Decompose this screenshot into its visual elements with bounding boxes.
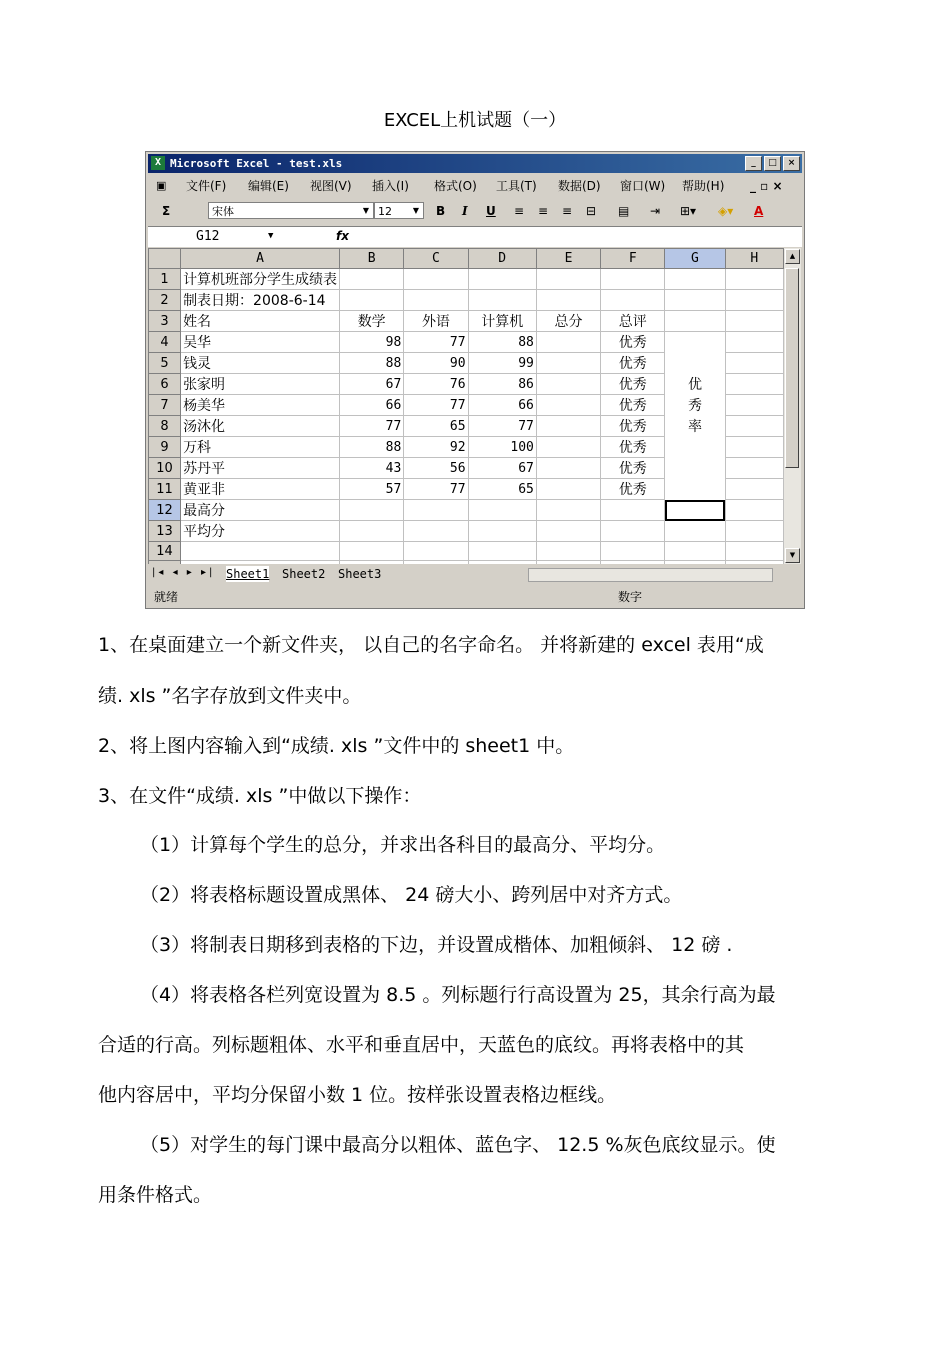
tab-sheet3[interactable]: Sheet3 [338,567,382,581]
cell[interactable] [665,561,725,564]
cell[interactable]: 100 [468,437,536,458]
cell[interactable] [468,269,536,290]
row-header[interactable]: 12 [149,500,181,521]
cell-table [148,248,784,564]
cell[interactable]: 优秀 [601,332,665,353]
cell[interactable]: 67 [340,374,404,395]
table-row [149,416,784,437]
column-header[interactable]: H [725,249,783,269]
cell[interactable]: 姓名 [181,311,340,332]
cell[interactable] [665,353,725,374]
cell[interactable]: 优秀 [601,458,665,479]
paragraph: 2、将上图内容输入到“成绩. xls ”文件中的 sheet1 中。 [98,735,575,757]
paragraph: （2）将表格标题设置成黑体、 24 磅大小、跨列居中对齐方式。 [140,884,683,906]
cell[interactable] [536,458,600,479]
insert-function-button[interactable]: fx [336,229,349,243]
cell[interactable]: 90 [404,353,468,374]
indent-icon[interactable]: ⇥ [650,204,661,218]
status-mode: 数字 [618,590,643,604]
cell[interactable] [725,542,783,561]
row-header[interactable]: 10 [149,458,181,479]
align-left-icon[interactable]: ≡ [514,204,525,218]
cell[interactable] [468,521,536,542]
cell[interactable] [536,416,600,437]
row-header[interactable]: 13 [149,521,181,542]
bold-button[interactable]: B [436,204,446,218]
cell[interactable]: 黄亚非 [181,479,340,500]
cell[interactable] [181,542,340,561]
row-header[interactable]: 11 [149,479,181,500]
chevron-down-icon: ▼ [268,231,274,241]
cell[interactable]: 77 [404,395,468,416]
paragraph: （4）将表格各栏列宽设置为 8.5 。列标题行行高设置为 25，其余行高为最 [140,984,776,1006]
cell[interactable]: 66 [340,395,404,416]
cell[interactable] [536,395,600,416]
cell[interactable]: 65 [404,416,468,437]
cell[interactable]: 77 [468,416,536,437]
menu-data[interactable]: 数据(D) [558,179,601,193]
table-row [149,500,784,521]
menu-edit[interactable]: 编辑(E) [248,179,289,193]
cell[interactable] [536,479,600,500]
document-title: EXCEL上机试题（一） [383,110,567,131]
table-row [149,521,784,542]
row-header[interactable]: 5 [149,353,181,374]
cell[interactable] [340,542,404,561]
autosum-button[interactable]: Σ [162,204,171,218]
cell[interactable] [536,374,600,395]
workbook-icon[interactable]: ▣ [156,179,167,192]
row-header[interactable]: 14 [149,542,181,561]
cell[interactable] [725,500,783,521]
cell[interactable]: 制表日期：2008-6-14 [181,290,340,311]
cell[interactable]: 88 [468,332,536,353]
tab-sheet1[interactable]: Sheet1 [226,567,270,581]
table-row [149,311,784,332]
cell[interactable]: 88 [340,353,404,374]
cell[interactable]: 65 [468,479,536,500]
cell[interactable]: 优秀 [601,395,665,416]
menu-view[interactable]: 视图(V) [310,179,352,193]
cell[interactable] [340,269,404,290]
cell[interactable] [725,458,783,479]
cell[interactable] [665,290,725,311]
row-header[interactable]: 4 [149,332,181,353]
font-size-select[interactable] [374,202,424,219]
cell-reference: G12 [196,229,220,244]
cell[interactable] [468,542,536,561]
cell[interactable]: 率 [665,416,725,437]
italic-button[interactable]: I [462,204,468,218]
paragraph: 3、在文件“成绩. xls ”中做以下操作： [98,785,422,807]
table-row [149,290,784,311]
cell[interactable] [725,374,783,395]
column-header[interactable]: D [468,249,536,269]
menu-format[interactable]: 格式(O) [434,179,477,193]
cell[interactable] [181,561,340,564]
cell[interactable]: 77 [404,479,468,500]
cell[interactable]: 优秀 [601,479,665,500]
minimize-button[interactable]: _ [745,156,762,171]
formula-bar [148,226,802,247]
table-row [149,479,784,500]
table-row [149,437,784,458]
vertical-scrollbar[interactable] [784,248,801,564]
cell[interactable]: 张家明 [181,374,340,395]
paragraph: （1）计算每个学生的总分，并求出各科目的最高分、平均分。 [140,834,666,856]
row-header[interactable]: 6 [149,374,181,395]
cell[interactable]: 总分 [536,311,600,332]
row-header[interactable]: 3 [149,311,181,332]
cell[interactable] [468,561,536,564]
cell[interactable] [536,437,600,458]
row-header[interactable] [149,561,181,564]
cell[interactable] [340,561,404,564]
chevron-down-icon: ▼ [362,206,370,215]
cell[interactable] [665,500,725,521]
underline-button[interactable]: U [486,204,496,218]
cell[interactable]: 76 [404,374,468,395]
cell[interactable]: 吴华 [181,332,340,353]
paragraph: （3）将制表日期移到表格的下边，并设置成楷体、加粗倾斜、 12 磅 . [140,934,733,956]
paragraph: 他内容居中，平均分保留小数 1 位。按样张设置表格边框线。 [98,1084,617,1106]
sheet-tab-bar [148,566,802,584]
paragraph: 合适的行高。列标题粗体、水平和垂直居中，天蓝色的底纹。再将表格中的其 [98,1034,745,1056]
window-title: Microsoft Excel - test.xls [170,157,343,170]
cell[interactable] [665,542,725,561]
excel-window [145,151,805,609]
select-all-corner[interactable] [149,249,181,269]
borders-icon[interactable]: ⊞▾ [680,204,697,218]
cell[interactable]: 外语 [404,311,468,332]
cell[interactable]: 43 [340,458,404,479]
cell[interactable] [725,290,783,311]
cell[interactable]: 88 [340,437,404,458]
cell[interactable] [601,542,665,561]
cell[interactable] [725,437,783,458]
cell[interactable] [536,290,600,311]
row-header[interactable]: 1 [149,269,181,290]
maximize-button[interactable]: □ [764,156,781,171]
cell[interactable] [536,542,600,561]
close-button[interactable]: × [783,156,800,171]
cell[interactable] [404,561,468,564]
workbook-window-controls[interactable]: _ ▫ × [750,179,783,193]
name-box[interactable] [150,228,280,245]
merge-center-icon[interactable]: ⊟ [586,204,597,218]
cell[interactable] [468,290,536,311]
cell[interactable] [536,353,600,374]
cell[interactable] [725,353,783,374]
status-bar [148,588,802,606]
tab-sheet2[interactable]: Sheet2 [282,567,326,581]
scroll-down-icon[interactable]: ▼ [785,548,800,563]
table-row [149,395,784,416]
table-row [149,353,784,374]
cell[interactable] [536,269,600,290]
cell[interactable]: 99 [468,353,536,374]
cell[interactable]: 98 [340,332,404,353]
currency-icon[interactable]: ▤ [618,204,630,218]
cell[interactable]: 计算机班部分学生成绩表 [181,269,340,290]
status-ready: 就绪 [154,590,179,604]
cell[interactable]: 66 [468,395,536,416]
table-row [149,269,784,290]
cell[interactable] [536,521,600,542]
cell[interactable] [725,561,783,564]
cell[interactable]: 57 [340,479,404,500]
scroll-up-icon[interactable]: ▲ [785,249,800,264]
font-name-value: 宋体 [212,205,234,218]
cell[interactable]: 万科 [181,437,340,458]
table-row [149,561,784,564]
row-header[interactable]: 7 [149,395,181,416]
menu-tools[interactable]: 工具(T) [496,179,537,193]
cell[interactable] [536,500,600,521]
menu-bar [148,175,802,197]
cell[interactable] [665,311,725,332]
cell[interactable]: 86 [468,374,536,395]
cell[interactable] [725,269,783,290]
column-header[interactable]: F [601,249,665,269]
cell[interactable] [601,269,665,290]
cell[interactable] [404,542,468,561]
title-bar [148,154,802,173]
cell[interactable]: 计算机 [468,311,536,332]
cell[interactable]: 67 [468,458,536,479]
cell[interactable] [340,500,404,521]
cell[interactable]: 77 [404,332,468,353]
cell[interactable] [725,479,783,500]
formatting-toolbar [148,199,802,223]
scroll-thumb[interactable] [785,268,799,468]
column-header[interactable]: A [181,249,340,269]
cell[interactable] [340,290,404,311]
cell[interactable]: 最高分 [181,500,340,521]
cell[interactable]: 优秀 [601,437,665,458]
row-header[interactable]: 2 [149,290,181,311]
cell[interactable]: 杨美华 [181,395,340,416]
cell[interactable] [725,395,783,416]
row-header[interactable]: 9 [149,437,181,458]
cell[interactable]: 总评 [601,311,665,332]
cell[interactable] [468,500,536,521]
chevron-down-icon: ▼ [412,206,420,215]
cell[interactable] [601,500,665,521]
table-row [149,542,784,561]
font-color-button[interactable]: A [754,204,764,218]
cell[interactable]: 苏丹平 [181,458,340,479]
cell[interactable] [601,561,665,564]
cell[interactable] [536,561,600,564]
cell[interactable] [601,290,665,311]
menu-window[interactable]: 窗口(W) [620,179,666,193]
column-header[interactable]: G [665,249,725,269]
cell[interactable]: 数学 [340,311,404,332]
cell[interactable] [404,521,468,542]
paragraph: 1、在桌面建立一个新文件夹， 以自己的名字命名。 并将新建的 excel 表用“成 [98,634,764,656]
horizontal-scrollbar[interactable] [528,568,773,582]
cell[interactable]: 77 [340,416,404,437]
cell[interactable] [404,500,468,521]
cell[interactable]: 钱灵 [181,353,340,374]
cell[interactable] [404,269,468,290]
cell[interactable] [725,311,783,332]
cell[interactable]: 92 [404,437,468,458]
cell[interactable] [725,416,783,437]
cell[interactable] [536,332,600,353]
cell[interactable]: 优秀 [601,374,665,395]
paragraph: （5）对学生的每门课中最高分以粗体、蓝色字、 12.5 %灰色底纹显示。使 [140,1134,776,1156]
menu-insert[interactable]: 插入(I) [372,179,409,193]
cell[interactable] [665,521,725,542]
cell[interactable] [725,332,783,353]
excel-app-icon: X [151,156,165,170]
menu-file[interactable]: 文件(F) [186,179,227,193]
cell[interactable]: 汤沐化 [181,416,340,437]
cell[interactable] [601,521,665,542]
cell[interactable] [725,521,783,542]
cell[interactable] [665,458,725,479]
tab-scroll-icon[interactable]: |◂ ◂ ▸ ▸| [152,567,216,578]
cell[interactable] [340,521,404,542]
font-name-select[interactable] [208,202,374,219]
cell[interactable]: 优秀 [601,353,665,374]
row-header[interactable]: 8 [149,416,181,437]
cell[interactable] [665,332,725,353]
cell[interactable]: 优 [665,374,725,395]
cell[interactable] [665,269,725,290]
column-header[interactable]: B [340,249,404,269]
table-row [149,458,784,479]
column-header[interactable]: E [536,249,600,269]
cell[interactable]: 56 [404,458,468,479]
paragraph: 用条件格式。 [98,1184,213,1206]
menu-help[interactable]: 帮助(H) [682,179,725,193]
cell[interactable]: 秀 [665,395,725,416]
cell[interactable]: 平均分 [181,521,340,542]
worksheet-grid[interactable] [148,248,784,564]
fill-color-icon[interactable]: ◈▾ [718,204,734,218]
cell[interactable] [665,437,725,458]
table-row [149,332,784,353]
font-size-value: 12 [378,205,392,218]
table-row [149,374,784,395]
column-header[interactable]: C [404,249,468,269]
align-right-icon[interactable]: ≡ [562,204,573,218]
cell[interactable]: 优秀 [601,416,665,437]
align-center-icon[interactable]: ≡ [538,204,549,218]
cell[interactable] [404,290,468,311]
paragraph: 绩. xls ”名字存放到文件夹中。 [98,685,362,707]
cell[interactable] [665,479,725,500]
